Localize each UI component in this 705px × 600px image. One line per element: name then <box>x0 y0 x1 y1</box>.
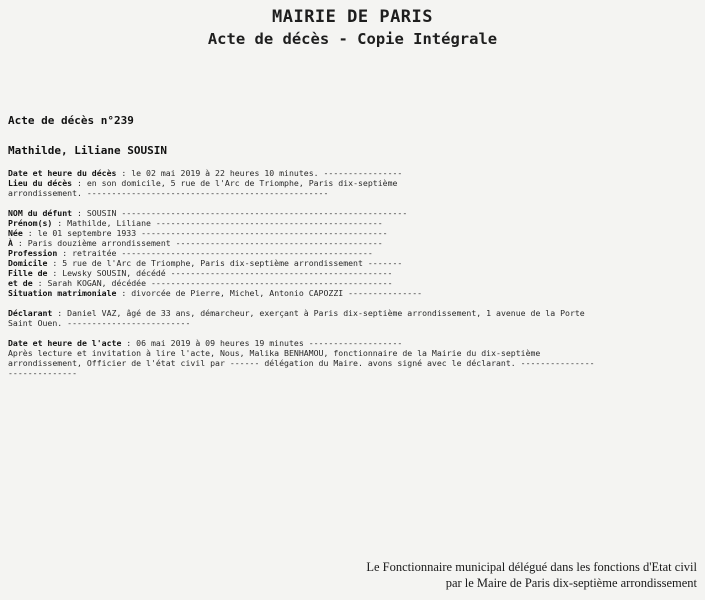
death-place-continuation: arrondissement. ------------------------------------------------- <box>8 188 329 198</box>
deceased-birthplace-value: : Paris douzième arrondissement ------------------------------------------ <box>12 238 383 248</box>
document-title: MAIRIE DE PARIS <box>271 7 434 27</box>
deceased-marital-status-label: Situation matrimoniale <box>8 288 117 298</box>
act-section <box>8 338 598 378</box>
deceased-nom-value: : SOUSIN ---------------------------------------------------------- <box>72 208 408 218</box>
deceased-marital-status-row <box>8 288 598 298</box>
death-place-value: : en son domicile, 5 rue de l'Arc de Triomphe, Paris dix-septième <box>72 178 398 188</box>
signature-line-2: par le Maire de Paris dix-septième arrondissement <box>445 576 697 590</box>
deceased-marital-status-value: : divorcée de Pierre, Michel, Antonio CAPOZZI --------------- <box>116 288 423 298</box>
deceased-mother-row <box>8 278 598 288</box>
declarant-label: Déclarant <box>8 308 53 318</box>
deceased-birthdate-value: : le 01 septembre 1933 -------------------------------------------------- <box>22 228 388 238</box>
deceased-prenoms-row <box>8 218 598 228</box>
deceased-profession-value: : retraitée --------------------------------------------------- <box>57 248 373 258</box>
death-datetime-label: Date et heure du décès <box>8 168 117 178</box>
death-certificate-body <box>8 114 598 378</box>
act-datetime-row <box>8 338 598 348</box>
deceased-section <box>8 208 598 298</box>
document-subtitle: Acte de décès - Copie Intégrale <box>207 30 498 48</box>
deceased-father-label: Fille de <box>8 268 48 278</box>
deceased-domicile-label: Domicile <box>8 258 48 268</box>
signature-line-1: Le Fonctionnaire municipal délégué dans les fonctions d'Etat civil <box>366 560 697 574</box>
deceased-nom-row <box>8 208 598 218</box>
deceased-nom-label: NOM du défunt <box>8 208 73 218</box>
document-header <box>0 6 705 50</box>
declarant-text: : Daniel VAZ, âgé de 33 ans, démarcheur, exerçant à Paris dix-septième arrondissement, 1 avenue de la Porte Saint Ouen. ------------------------- <box>8 308 585 328</box>
act-closing-text: Après lecture et invitation à lire l'acte, Nous, Malika BENHAMOU, fonctionnaire de la Mairie du dix-septième arrondissement, Officier de l'état civil par ------ délégation du Maire. avons signé avec le déclarant. ----------------------------- <box>8 348 595 378</box>
act-number: Acte de décès n°239 <box>8 114 134 127</box>
death-section <box>8 168 598 198</box>
deceased-father-row <box>8 268 598 278</box>
death-place-row <box>8 178 598 188</box>
deceased-birthdate-label: Née <box>8 228 23 238</box>
deceased-mother-label: et de <box>8 278 33 288</box>
deceased-birthdate-row <box>8 228 598 238</box>
death-place-label: Lieu du décès <box>8 178 73 188</box>
deceased-prenoms-value: : Mathilde, Liliane ---------------------------------------------- <box>52 218 383 228</box>
act-datetime-value: : 06 mai 2019 à 09 heures 19 minutes ------------------- <box>121 338 403 348</box>
signature-block <box>366 559 697 591</box>
death-datetime-value: : le 02 mai 2019 à 22 heures 10 minutes. ---------------- <box>116 168 403 178</box>
deceased-profession-row <box>8 248 598 258</box>
deceased-domicile-row <box>8 258 598 268</box>
deceased-domicile-value: : 5 rue de l'Arc de Triomphe, Paris dix-septième arrondissement ------- <box>47 258 403 268</box>
person-name: Mathilde, Liliane SOUSIN <box>8 144 167 157</box>
deceased-birthplace-row <box>8 238 598 248</box>
deceased-profession-label: Profession <box>8 248 58 258</box>
deceased-birthplace-label: À <box>8 238 13 248</box>
act-datetime-label: Date et heure de l'acte <box>8 338 122 348</box>
deceased-father-value: : Lewsky SOUSIN, décédé --------------------------------------------- <box>47 268 393 278</box>
declarant-paragraph <box>8 308 598 328</box>
deceased-mother-value: : Sarah KOGAN, décédée ------------------------------------------------- <box>32 278 393 288</box>
death-datetime-row <box>8 168 598 178</box>
deceased-prenoms-label: Prénom(s) <box>8 218 53 228</box>
